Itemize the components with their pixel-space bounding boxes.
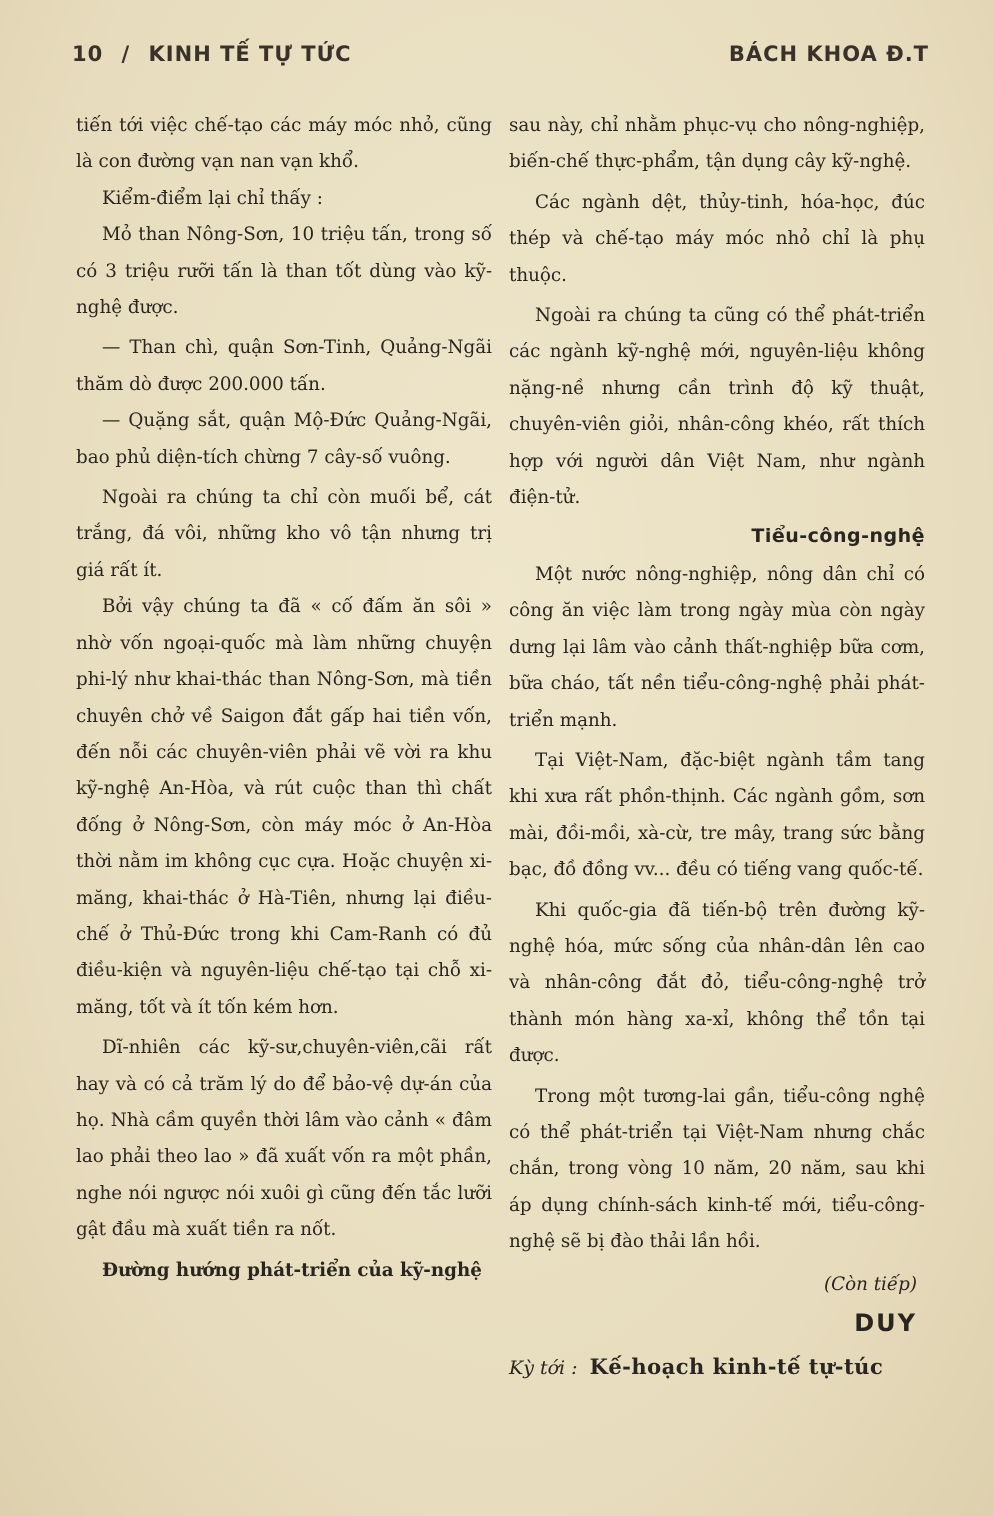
paragraph: Đường hướng phát-triển của kỹ-nghệ <box>102 1259 482 1281</box>
header-left <box>72 42 352 66</box>
paragraph: Bởi vậy chúng ta đã « cố đấm ăn sôi » nhờ vốn ngoại-quốc mà làm những chuyện phi-lý như khai-thác than Nông-Sơn, mà tiền chuyên chở về Saigon đắt gấp hai tiền vốn, đến nỗi các chuyên-viên phải vẽ vời ra khu kỹ-nghệ An-Hòa, và rút cuộc than thì chất đống ở Nông-Sơn, còn máy móc ở An-Hòa thời nằm im không cục cựa. Hoặc chuyện xi-măng, khai-thác ở Hà-Tiên, nhưng lại điều-chế ở Thủ-Đức trong khi Cam-Ranh có đủ điều-kiện và nguyên-liệu chế-tạo tại chỗ xi-măng, tốt và ít tốn kém hơn. <box>76 596 492 1018</box>
next-issue <box>509 1349 925 1386</box>
paragraph: Ngoài ra chúng ta chỉ còn muối bể, cát trắng, đá vôi, những kho vô tận nhưng trị giá rất ít. <box>76 487 492 581</box>
paragraph: Các ngành dệt, thủy-tinh, hóa-học, đúc thép và chế-tạo máy móc nhỏ chỉ là phụ thuộc. <box>509 191 925 286</box>
paragraph: Mỏ than Nông-Sơn, 10 triệu tấn, trong số có 3 triệu rưỡi tấn là than tốt dùng vào kỹ-nghệ được. <box>76 224 492 319</box>
paragraph: Khi quốc-gia đã tiến-bộ trên đường kỹ-nghệ hóa, mức sống của nhân-dân lên cao và nhân-công đắt đỏ, tiểu-công-nghệ trở thành món hàng xa-xỉ, không thể tồn tại được. <box>509 899 925 1067</box>
right-column <box>509 108 925 1386</box>
section-title: KINH TẾ TỰ TỨC <box>148 42 352 66</box>
paragraph: — Quặng sắt, quận Mộ-Đức Quảng-Ngãi, bao phủ diện-tích chừng 7 cây-số vuông. <box>76 410 492 468</box>
magazine-title: BÁCH KHOA Đ.T <box>728 42 929 66</box>
page-header <box>72 38 933 74</box>
header-right <box>729 42 933 66</box>
author-name: DUY <box>854 1309 917 1337</box>
paragraph: tiến tới việc chế-tạo các máy móc nhỏ, cũng là con đường vạn nan vạn khổ. <box>76 115 492 173</box>
header-separator: / <box>121 42 131 66</box>
left-column <box>76 108 492 1289</box>
paragraph: Tại Việt-Nam, đặc-biệt ngành tầm tang khi xưa rất phồn-thịnh. Các ngành gồm, sơn mài, đồi-mồi, xà-cừ, tre mây, trang sức bằng bạc, đồ đồng vv... đều có tiếng vang quốc-tế. <box>509 749 925 881</box>
paragraph: Dĩ-nhiên các kỹ-sư,chuyên-viên,cãi rất hay và có cả trăm lý do để bảo-vệ dự-án của họ. Nhà cầm quyền thời lâm vào cảnh « đâm lao phải theo lao » đã xuất vốn ra một phần, nghe nói ngược nói xuôi gì cũng đến tắc lưỡi gật đầu mà xuất tiền ra nốt. <box>76 1037 492 1241</box>
next-issue-label: Kỳ tới : <box>509 1357 578 1379</box>
paragraph: sau này, chỉ nhằm phục-vụ cho nông-nghiệp, biến-chế thực-phẩm, tận dụng cây kỹ-nghệ. <box>509 115 925 173</box>
paragraph: Một nước nông-nghiệp, nông dân chỉ có công ăn việc làm trong ngày mùa còn ngày dưng lại lâm vào cảnh thất-nghiệp bữa cơm, bữa cháo, tất nền tiểu-công-nghệ phải phát-triển mạnh. <box>509 563 925 731</box>
continued-note: (Còn tiếp) <box>824 1273 917 1295</box>
paragraph: — Than chì, quận Sơn-Tinh, Quảng-Ngãi thăm dò được 200.000 tấn. <box>76 337 492 395</box>
paragraph: Ngoài ra chúng ta cũng có thể phát-triển các ngành kỹ-nghệ mới, nguyên-liệu không nặng-nề nhưng cần trình độ kỹ thuật, chuyên-viên giỏi, nhân-công khéo, rất thích hợp với người dân Việt Nam, như ngành điện-tử. <box>509 305 925 509</box>
page-number: 10 <box>72 42 104 66</box>
paragraph: Kiểm-điểm lại chỉ thấy : <box>102 187 323 209</box>
section-heading: Tiểu-công-nghệ <box>751 525 925 548</box>
next-issue-title: Kế-hoạch kinh-tế tự-túc <box>589 1354 884 1379</box>
paragraph: Trong một tương-lai gần, tiểu-công nghệ có thể phát-triển tại Việt-Nam nhưng chắc chắn, trong vòng 10 năm, 20 năm, sau khi áp dụng chính-sách kinh-tế mới, tiểu-công-nghệ sẽ bị đào thải lần hồi. <box>509 1085 925 1253</box>
